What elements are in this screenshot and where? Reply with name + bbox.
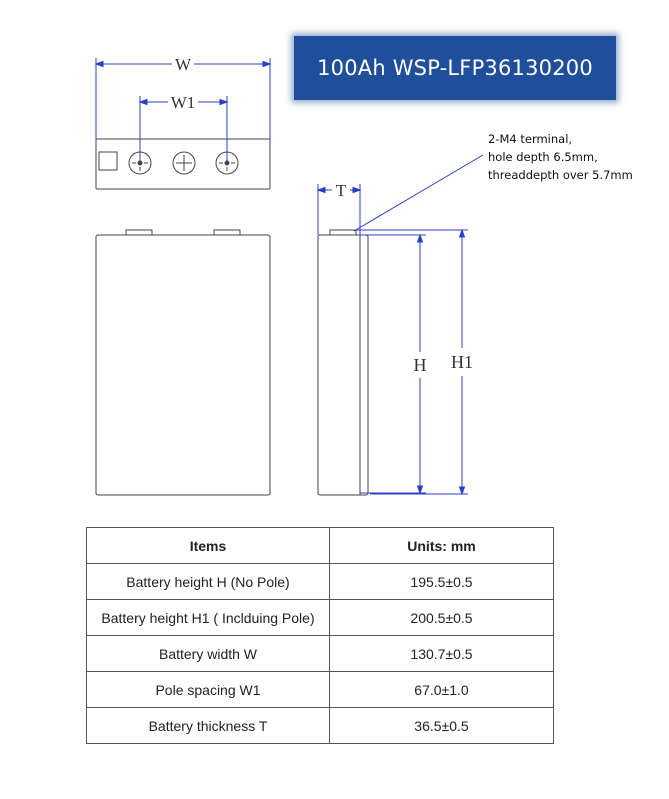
header-items: Items xyxy=(87,528,330,564)
terminal-note-line: hole depth 6.5mm, xyxy=(488,150,598,164)
table-row xyxy=(87,708,554,744)
dimension-h-label: H xyxy=(413,355,427,375)
side-view xyxy=(318,230,368,495)
value-cell: 67.0±1.0 xyxy=(330,672,554,708)
value-cell: 200.5±0.5 xyxy=(330,600,554,636)
top-view-outline xyxy=(96,139,270,189)
front-terminal-right xyxy=(214,230,240,235)
terminal-note-line: threaddepth over 5.7mm xyxy=(488,168,633,182)
dimension-w-label: W xyxy=(174,55,192,74)
item-cell: Battery thickness T xyxy=(87,708,330,744)
product-title: 100Ah WSP-LFP36130200 xyxy=(294,36,616,100)
item-cell: Battery height H1 ( Inclduing Pole) xyxy=(87,600,330,636)
header-units: Units: mm xyxy=(330,528,554,564)
spec-table xyxy=(86,527,554,744)
table-header-row xyxy=(87,528,554,564)
item-cell: Battery height H (No Pole) xyxy=(87,564,330,600)
table-row xyxy=(87,672,554,708)
value-cell: 195.5±0.5 xyxy=(330,564,554,600)
vent-square xyxy=(99,152,117,170)
front-view xyxy=(96,230,270,495)
value-cell: 36.5±0.5 xyxy=(330,708,554,744)
terminal-note-line: 2-M4 terminal, xyxy=(488,132,573,146)
vent-valve xyxy=(173,152,195,174)
item-cell: Battery width W xyxy=(87,636,330,672)
item-cell: Pole spacing W1 xyxy=(87,672,330,708)
table-row xyxy=(87,636,554,672)
top-view xyxy=(96,139,270,189)
terminal-note xyxy=(488,130,658,184)
table-row xyxy=(87,600,554,636)
terminal-leader-line xyxy=(354,155,483,231)
side-terminal xyxy=(330,230,356,235)
front-terminal-left xyxy=(126,230,152,235)
value-cell: 130.7±0.5 xyxy=(330,636,554,672)
dimension-w1-label: W1 xyxy=(170,93,196,112)
front-view-outline xyxy=(96,235,270,495)
table-row xyxy=(87,564,554,600)
dimension-t-label: T xyxy=(335,181,347,200)
dimension-h1-label: H1 xyxy=(451,352,473,372)
